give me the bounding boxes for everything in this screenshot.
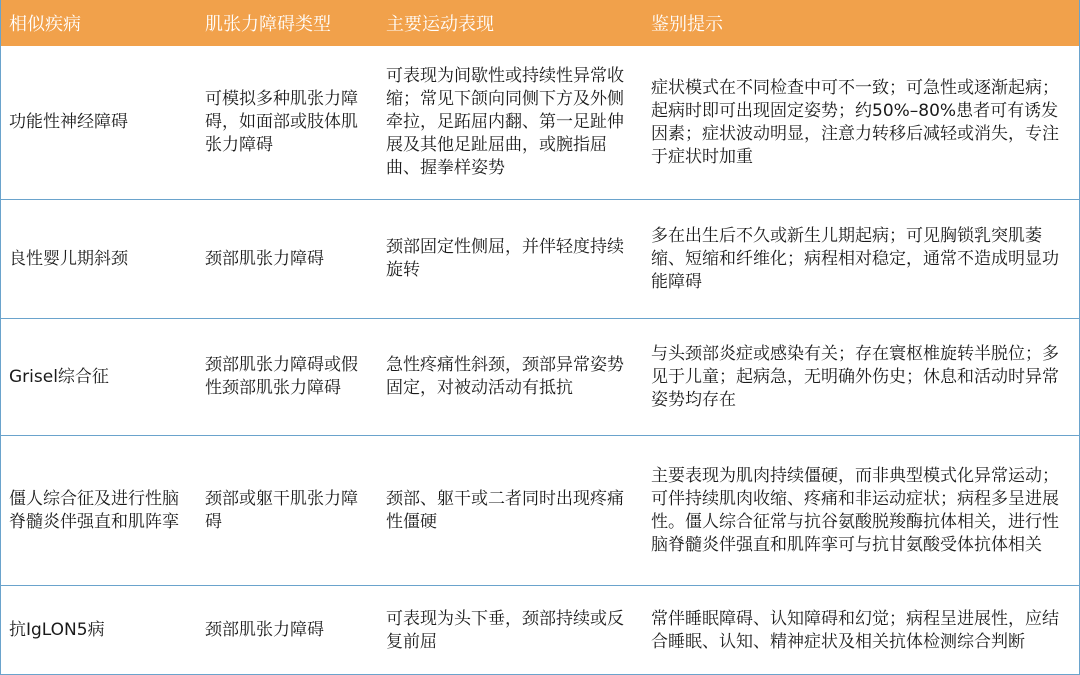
table-row [1, 199, 1079, 318]
cell-type: 颈部肌张力障碍 [205, 620, 324, 640]
cell-hint: 主要表现为肌肉持续僵硬，而非典型模式化异常运动；可伴持续肌肉收缩、疼痛和非运动症状；病程多呈进展性。僵人综合征常与抗谷氨酸脱羧酶抗体相关，进行性脑脊髓炎伴强直和肌阵挛可与抗甘氨酸受体抗体相关 [651, 465, 1059, 555]
cell-type: 颈部或躯干肌张力障碍 [205, 488, 358, 532]
header-motor-features: 主要运动表现 [386, 14, 494, 35]
cell-type: 颈部肌张力障碍 [205, 248, 324, 269]
cell-hint: 与头颈部炎症或感染有关；存在寰枢椎旋转半脱位；多见于儿童；起病急，无明确外伤史；休息和活动时异常姿势均存在 [651, 343, 1059, 410]
cell-disease: 抗IgLON5病 [9, 620, 105, 640]
cell-motor: 可表现为头下垂，颈部持续或反复前屈 [386, 608, 624, 652]
header-dystonia-type: 肌张力障碍类型 [205, 14, 331, 35]
cell-hint: 多在出生后不久或新生儿期起病；可见胸锁乳突肌萎缩、短缩和纤维化；病程相对稳定，通常不造成明显功能障碍 [651, 225, 1059, 292]
header-diagnostic-hints: 鉴别提示 [651, 14, 723, 35]
cell-disease: Grisel综合征 [9, 366, 109, 387]
table-row [1, 318, 1079, 435]
header-similar-disease: 相似疾病 [9, 14, 81, 35]
cell-motor: 可表现为间歇性或持续性异常收缩；常见下颌向同侧下方及外侧牵拉，足跖屈内翻、第一足趾伸展及其他足趾屈曲，或腕指屈曲、握拳样姿势 [386, 66, 624, 178]
cell-disease: 良性婴儿期斜颈 [9, 248, 128, 269]
table-row [1, 435, 1079, 585]
cell-hint: 常伴睡眠障碍、认知障碍和幻觉；病程呈进展性，应结合睡眠、认知、精神症状及相关抗体检测综合判断 [651, 608, 1059, 652]
table-row [1, 585, 1079, 675]
cell-hint: 症状模式在不同检查中可不一致；可急性或逐渐起病；起病时即可出现固定姿势；约50%–80%患者可有诱发因素；症状波动明显，注意力转移后减轻或消失，专注于症状时加重 [651, 77, 1059, 167]
cell-motor: 颈部固定性侧屈，并伴轻度持续旋转 [386, 237, 624, 280]
cell-disease: 僵人综合征及进行性脑脊髓炎伴强直和肌阵挛 [9, 488, 179, 532]
table-header [1, 0, 1079, 46]
cell-motor: 急性疼痛性斜颈，颈部异常姿势固定，对被动活动有抵抗 [386, 355, 624, 398]
table-row [1, 46, 1079, 199]
cell-type: 颈部肌张力障碍或假性颈部肌张力障碍 [205, 355, 358, 398]
cell-disease: 功能性神经障碍 [9, 112, 128, 132]
cell-motor: 颈部、躯干或二者同时出现疼痛性僵硬 [386, 488, 624, 532]
cell-type: 可模拟多种肌张力障碍，如面部或肢体肌张力障碍 [205, 89, 358, 155]
